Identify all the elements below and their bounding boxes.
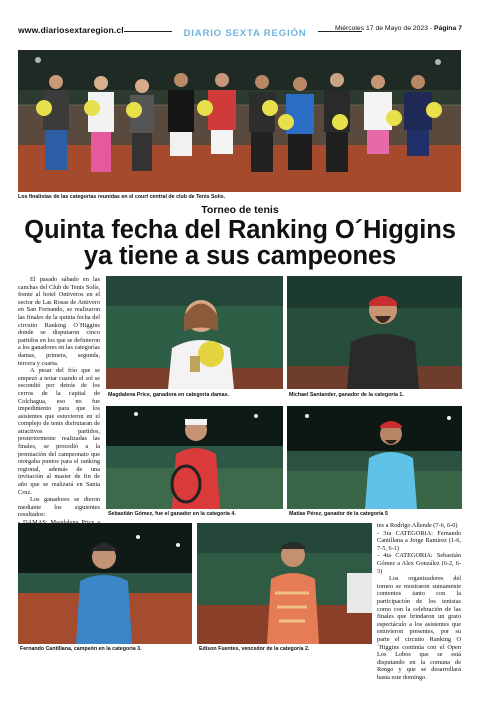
sebastian-photo: [106, 406, 283, 509]
sebastian-caption: Sebastián Gómez, fue el ganador en la categoría 4.: [108, 511, 236, 517]
magdalena-photo: [106, 276, 283, 389]
matias-caption: Matías Pérez, ganador de la categoría 5: [289, 511, 388, 517]
paragraph: A pesar del frío que se empezó a notar cuando el sol se escondió por detrás de los cerros de la capital de Colchagua, eso no fue impedimento para que los asistentes que estuvieron en el complejo de tenis disfrutaran de atractivos partidos, posteriormente realizadas las finales, se procedió a la premiación del campeonato que otorgaba puntos para el ranking regional, además de una invitación al master de fin de año que se realizará en Santa Cruz.: [18, 367, 100, 496]
article-kicker: Torneo de tenis: [201, 204, 279, 216]
magdalena-caption: Magdalena Price, ganadora en categoría damas.: [108, 392, 229, 398]
result-line: - 3ra CATEGORIA: Fernando Cantillana a Jorge Ramírez (1-6, 7-5, 6-1): [377, 529, 461, 552]
fernando-caption: Fernando Cantillana, campeón en la categoría 3.: [20, 646, 142, 652]
group-photo-caption: Los finalistas de las categorías reunidas en el court central de club de Tenis Solís.: [18, 194, 226, 200]
result-line: tes a Rodrigo Allende (7-6, 6-0): [377, 522, 458, 529]
paragraph: El pasado sábado en las canchas del Club de Tenis Solís, frente al hotel Ontiveros en el sector de Las Rosas de Antivero en San Fernando, se realizaron las finales de la quinta fecha del circuito Ranking O´Higgins donde se disputaron cinco partidos en los que se definieron a los ganadores en las categorías damas, primera, segunda, tercera y cuarta.: [18, 276, 101, 367]
article-headline: Quinta fecha del Ranking O´Higgins ya tiene a sus campeones: [24, 216, 456, 270]
paragraph: Los ganadores se dieron mediante los siguientes resultados:: [18, 496, 100, 519]
michael-photo: [287, 276, 462, 389]
site-url[interactable]: www.diariosextaregion.cl: [18, 25, 124, 35]
michael-caption: Michael Santander, ganador de la categoría 1.: [289, 392, 404, 398]
result-line: - 4ta CATEGORIA: Sebastián Gómez a Alex González (6-2, 6-3): [377, 552, 461, 575]
article-column-2: [377, 522, 461, 681]
issue-date: Miércoles 17 de Mayo de 2023 - Página 7: [335, 25, 462, 32]
header-rule-left: [124, 31, 172, 32]
paper-name: DIARIO SEXTA REGIÓN: [183, 28, 307, 39]
edison-photo: [197, 523, 372, 644]
group-photo: [18, 50, 461, 192]
matias-photo: [287, 406, 462, 509]
page-number: Página 7: [434, 25, 462, 32]
edison-caption: Edison Fuentes, vencedor de la categoría 2.: [199, 646, 310, 652]
fernando-photo: [18, 523, 192, 644]
paragraph: Los organizadores del torneo se mostraron sumamente contentos tanto con la participación de los tenistas como con la celebración de las finales que brindaron un grato espectáculo a los asistentes que estuvieron presentes, por su parte el circuito Ranking O´Higgins continúa con el Open Los Lobos que se está disputando en la comuna de Rengo y que se desarrollará hasta este domingo.: [377, 575, 461, 681]
